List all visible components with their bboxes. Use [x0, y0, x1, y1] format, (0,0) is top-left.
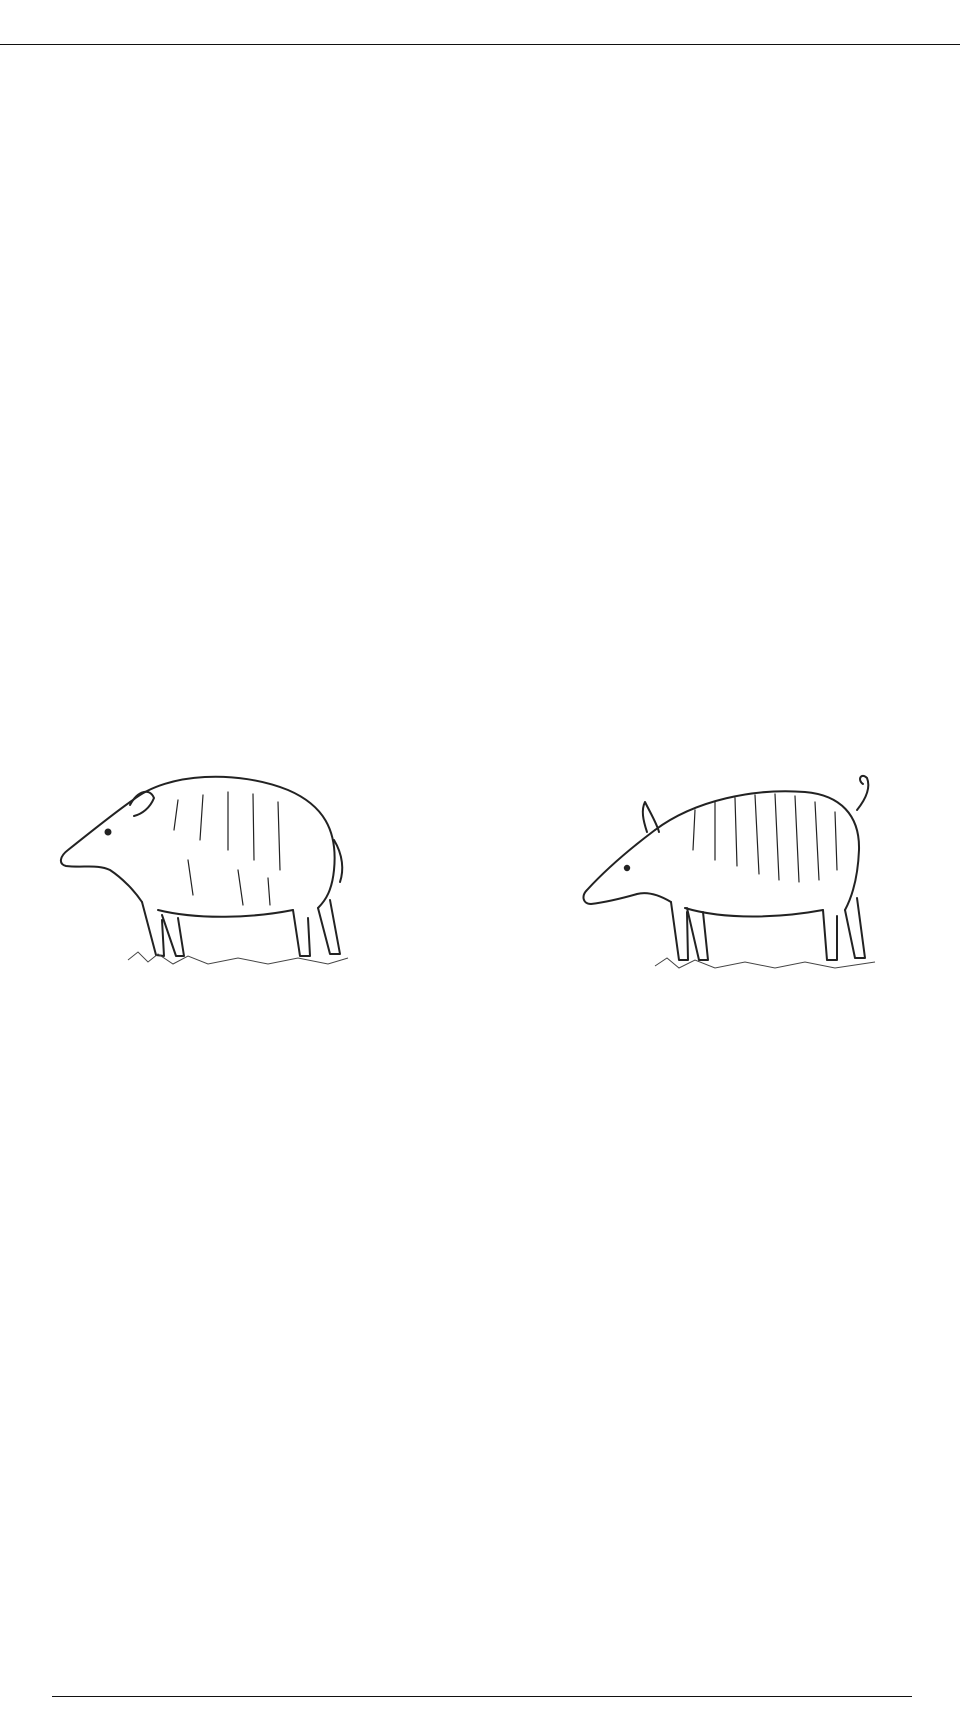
- asian-wild-boar-illustration: [575, 770, 915, 980]
- figure-asian-wild-boar: [575, 770, 915, 980]
- figure-eurasian-wild-boar: [38, 760, 398, 980]
- page-header: [0, 0, 960, 45]
- eurasian-wild-boar-illustration: [38, 760, 398, 980]
- footer-rule: [52, 1696, 912, 1697]
